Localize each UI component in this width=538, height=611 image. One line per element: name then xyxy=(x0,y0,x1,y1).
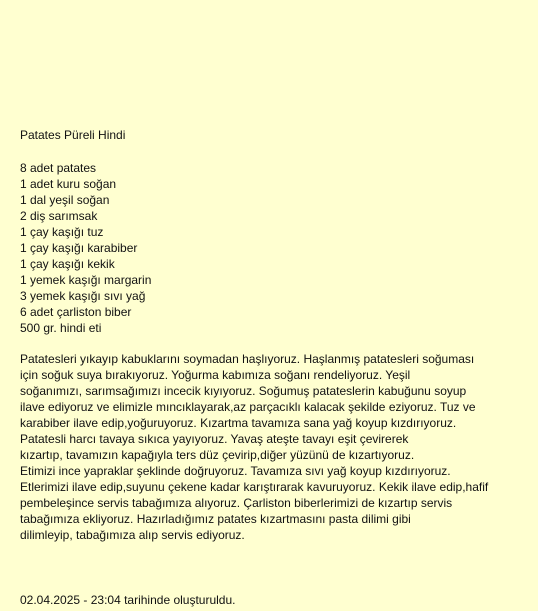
ingredient-item: 1 çay kaşığı kekik xyxy=(20,257,115,271)
instruction-line: ilave ediyoruz ve elimizle mıncıklayarak,az parçacıklı kalacak şekilde eziyoruz. Tuz ve xyxy=(20,400,476,414)
ingredient-item: 1 çay kaşığı karabiber xyxy=(20,241,138,255)
ingredient-item: 1 çay kaşığı tuz xyxy=(20,225,104,239)
instruction-line: pembeleşince servis tabağımıza alıyoruz. Çarliston biberlerimizi de kızartıp servis xyxy=(20,496,453,510)
ingredient-item: 500 gr. hindi eti xyxy=(20,321,102,335)
instruction-line: Patatesli harcı tavaya sıkıca yayıyoruz. Yavaş ateşte tavayı eşit çevirerek xyxy=(20,432,409,446)
instruction-line: Etlerimizi ilave edip,suyunu çekene kadar karıştırarak kavuruyoruz. Kekik ilave edip,hafif xyxy=(20,480,489,494)
created-timestamp: 02.04.2025 - 23:04 tarihinde oluşturuldu. xyxy=(20,593,236,607)
ingredient-item: 2 diş sarımsak xyxy=(20,209,98,223)
ingredient-item: 6 adet çarliston biber xyxy=(20,305,132,319)
instruction-line: soğanımızı, sarımsağımızı incecik kıyıyoruz. Soğumuş patateslerin kabuğunu soyup xyxy=(20,384,467,398)
instructions-paragraph xyxy=(20,351,488,543)
ingredient-item: 1 dal yeşil soğan xyxy=(20,193,110,207)
instruction-line: kızartıp, tavamızın kapağıyla ters düz çevirip,diğer yüzünü de kızartıyoruz. xyxy=(20,448,415,462)
instruction-line: Patatesleri yıkayıp kabuklarını soymadan haşlıyoruz. Haşlanmış patatesleri soğuması xyxy=(20,352,475,366)
instruction-line: Etimizi ince yapraklar şeklinde doğruyoruz. Tavamıza sıvı yağ koyup kızdırıyoruz. xyxy=(20,464,451,478)
ingredient-item: 1 adet kuru soğan xyxy=(20,177,117,191)
instruction-line: dilimleyip, tabağımıza alıp servis ediyoruz. xyxy=(20,528,245,542)
instruction-line: tabağımıza ekliyoruz. Hazırladığımız patates kızartmasını pasta dilimi gibi xyxy=(20,512,411,526)
recipe-title: Patates Püreli Hindi xyxy=(20,128,126,142)
ingredients-list xyxy=(20,160,151,336)
ingredient-item: 3 yemek kaşığı sıvı yağ xyxy=(20,289,146,303)
ingredient-item: 8 adet patates xyxy=(20,161,97,175)
ingredient-item: 1 yemek kaşığı margarin xyxy=(20,273,152,287)
instruction-line: için soğuk suya bırakıyoruz. Yoğurma kabımıza soğanı rendeliyoruz. Yeşil xyxy=(20,368,411,382)
instruction-line: karabiber ilave edip,yoğuruyoruz. Kızartma tavamıza sana yağ koyup kızdırıyoruz. xyxy=(20,416,457,430)
